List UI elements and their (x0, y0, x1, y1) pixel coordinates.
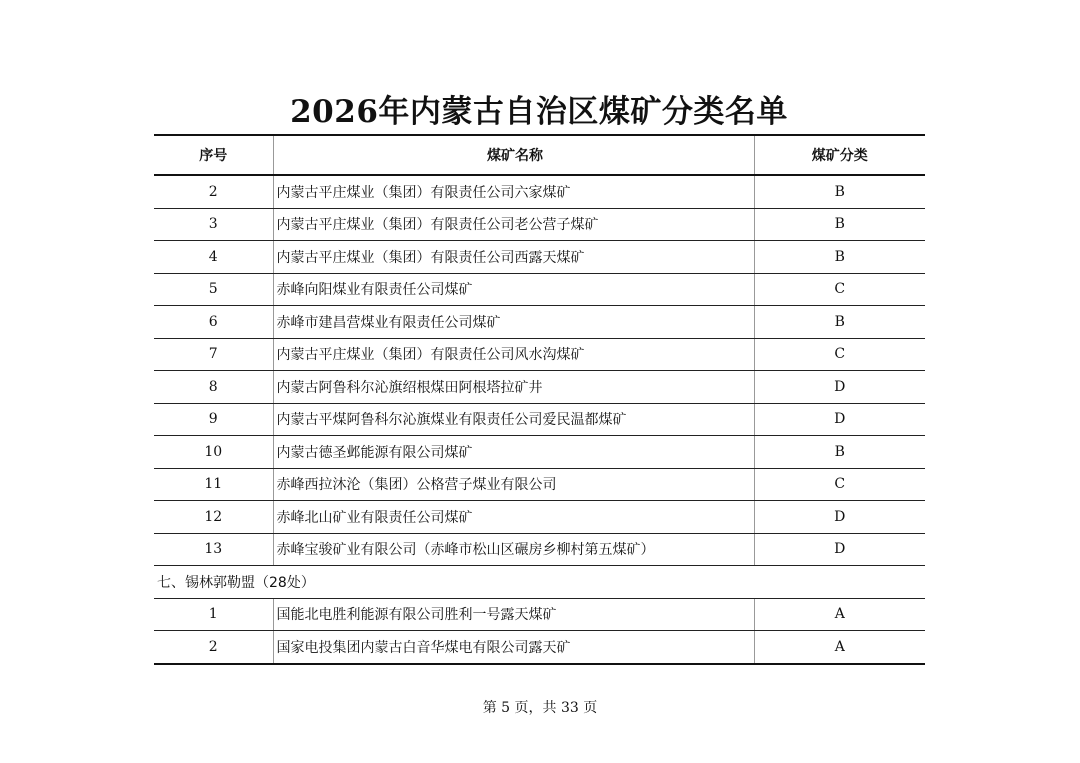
row-name: 内蒙古平庄煤业（集团）有限责任公司西露天煤矿 (273, 241, 754, 274)
row-name: 内蒙古平庄煤业（集团）有限责任公司风水沟煤矿 (273, 338, 754, 371)
row-category: D (754, 501, 925, 534)
row-index: 10 (154, 436, 273, 469)
table-row (154, 436, 925, 469)
row-category: C (754, 273, 925, 306)
document-title: 2026年内蒙古自治区煤矿分类名单 (290, 94, 788, 130)
row-name: 赤峰宝骏矿业有限公司（赤峰市松山区碾房乡柳村第五煤矿） (273, 533, 754, 566)
table-header-row (154, 135, 925, 175)
row-name: 赤峰市建昌营煤业有限责任公司煤矿 (273, 306, 754, 339)
row-index: 2 (154, 631, 273, 664)
table-row (154, 306, 925, 339)
row-category: B (754, 241, 925, 274)
row-name: 内蒙古德圣邺能源有限公司煤矿 (273, 436, 754, 469)
row-name: 国家电投集团内蒙古白音华煤电有限公司露天矿 (273, 631, 754, 664)
header-name: 煤矿名称 (273, 135, 754, 175)
table-row (154, 501, 925, 534)
row-name: 内蒙古平庄煤业（集团）有限责任公司六家煤矿 (273, 175, 754, 208)
table-row (154, 533, 925, 566)
row-index: 3 (154, 208, 273, 241)
row-name: 内蒙古平煤阿鲁科尔沁旗煤业有限责任公司爱民温都煤矿 (273, 403, 754, 436)
row-name: 赤峰向阳煤业有限责任公司煤矿 (273, 273, 754, 306)
row-name: 内蒙古阿鲁科尔沁旗绍根煤田阿根塔拉矿井 (273, 371, 754, 404)
row-category: D (754, 371, 925, 404)
row-index: 11 (154, 468, 273, 501)
table-row (154, 208, 925, 241)
row-name: 赤峰北山矿业有限责任公司煤矿 (273, 501, 754, 534)
row-category: C (754, 468, 925, 501)
row-index: 8 (154, 371, 273, 404)
page-footer: 第 5 页，共 33 页 (482, 700, 598, 716)
row-category: C (754, 338, 925, 371)
table-row (154, 338, 925, 371)
row-index: 13 (154, 533, 273, 566)
table-row (154, 631, 925, 664)
header-category: 煤矿分类 (754, 135, 925, 175)
row-index: 12 (154, 501, 273, 534)
row-index: 9 (154, 403, 273, 436)
row-category: A (754, 631, 925, 664)
row-category: A (754, 598, 925, 631)
table-row (154, 241, 925, 274)
row-category: B (754, 306, 925, 339)
region-header-row (154, 566, 925, 599)
table-row (154, 598, 925, 631)
table-row (154, 371, 925, 404)
header-index: 序号 (154, 135, 273, 175)
row-index: 2 (154, 175, 273, 208)
row-name: 国能北电胜利能源有限公司胜利一号露天煤矿 (273, 598, 754, 631)
table-row (154, 403, 925, 436)
row-index: 5 (154, 273, 273, 306)
row-index: 4 (154, 241, 273, 274)
row-category: B (754, 175, 925, 208)
row-name: 赤峰西拉沐沦（集团）公格营子煤业有限公司 (273, 468, 754, 501)
coal-mine-table (154, 134, 925, 665)
row-name: 内蒙古平庄煤业（集团）有限责任公司老公营子煤矿 (273, 208, 754, 241)
row-category: B (754, 436, 925, 469)
row-category: D (754, 403, 925, 436)
row-index: 6 (154, 306, 273, 339)
table-row (154, 175, 925, 208)
row-index: 7 (154, 338, 273, 371)
table-row (154, 468, 925, 501)
region-heading: 七、锡林郭勒盟（28处） (154, 566, 925, 599)
table-row (154, 273, 925, 306)
row-category: B (754, 208, 925, 241)
row-category: D (754, 533, 925, 566)
row-index: 1 (154, 598, 273, 631)
